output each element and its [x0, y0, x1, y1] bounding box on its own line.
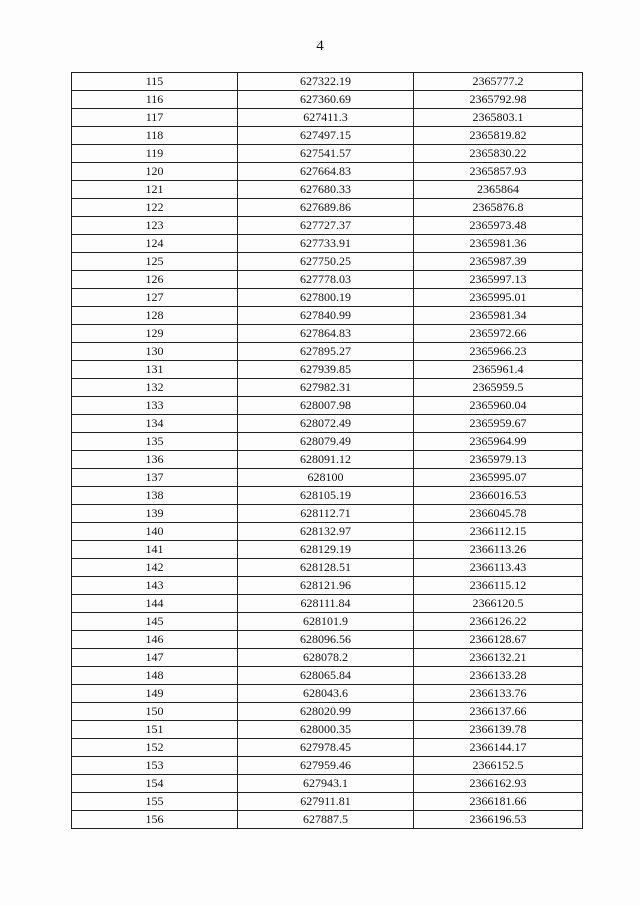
table-row [72, 613, 583, 631]
point-number-cell: 152 [72, 739, 238, 757]
point-number-cell: 134 [72, 415, 238, 433]
y-coordinate-cell: 2366144.17 [414, 739, 583, 757]
y-coordinate-cell: 2365959.5 [414, 379, 583, 397]
x-coordinate-cell: 628072.49 [238, 415, 414, 433]
point-number-cell: 144 [72, 595, 238, 613]
table-row [72, 289, 583, 307]
table-row [72, 181, 583, 199]
y-coordinate-cell: 2366113.26 [414, 541, 583, 559]
point-number-cell: 148 [72, 667, 238, 685]
table-row [72, 397, 583, 415]
x-coordinate-cell: 628007.98 [238, 397, 414, 415]
point-number-cell: 141 [72, 541, 238, 559]
table-row [72, 163, 583, 181]
x-coordinate-cell: 628129.19 [238, 541, 414, 559]
table-row [72, 235, 583, 253]
y-coordinate-cell: 2365964.99 [414, 433, 583, 451]
point-number-cell: 127 [72, 289, 238, 307]
table-row [72, 757, 583, 775]
y-coordinate-cell: 2365973.48 [414, 217, 583, 235]
y-coordinate-cell: 2365997.13 [414, 271, 583, 289]
point-number-cell: 146 [72, 631, 238, 649]
point-number-cell: 156 [72, 811, 238, 829]
y-coordinate-cell: 2365972.66 [414, 325, 583, 343]
point-number-cell: 135 [72, 433, 238, 451]
y-coordinate-cell: 2366139.78 [414, 721, 583, 739]
y-coordinate-cell: 2365959.67 [414, 415, 583, 433]
table-row [72, 433, 583, 451]
x-coordinate-cell: 627800.19 [238, 289, 414, 307]
y-coordinate-cell: 2365979.13 [414, 451, 583, 469]
table-row [72, 721, 583, 739]
point-number-cell: 130 [72, 343, 238, 361]
x-coordinate-cell: 627750.25 [238, 253, 414, 271]
table-row [72, 145, 583, 163]
point-number-cell: 147 [72, 649, 238, 667]
y-coordinate-cell: 2365981.34 [414, 307, 583, 325]
x-coordinate-cell: 628112.71 [238, 505, 414, 523]
x-coordinate-cell: 627497.15 [238, 127, 414, 145]
point-number-cell: 128 [72, 307, 238, 325]
y-coordinate-cell: 2365864 [414, 181, 583, 199]
y-coordinate-cell: 2366132.21 [414, 649, 583, 667]
x-coordinate-cell: 627733.91 [238, 235, 414, 253]
y-coordinate-cell: 2365830.22 [414, 145, 583, 163]
y-coordinate-cell: 2365966.23 [414, 343, 583, 361]
x-coordinate-cell: 627895.27 [238, 343, 414, 361]
y-coordinate-cell: 2366137.66 [414, 703, 583, 721]
table-row [72, 577, 583, 595]
point-number-cell: 129 [72, 325, 238, 343]
point-number-cell: 133 [72, 397, 238, 415]
x-coordinate-cell: 628121.96 [238, 577, 414, 595]
point-number-cell: 142 [72, 559, 238, 577]
y-coordinate-cell: 2366181.66 [414, 793, 583, 811]
y-coordinate-cell: 2366016.53 [414, 487, 583, 505]
point-number-cell: 136 [72, 451, 238, 469]
x-coordinate-cell: 628132.97 [238, 523, 414, 541]
coordinates-table-body [72, 73, 583, 829]
y-coordinate-cell: 2365876.8 [414, 199, 583, 217]
table-row [72, 523, 583, 541]
point-number-cell: 122 [72, 199, 238, 217]
table-row [72, 595, 583, 613]
x-coordinate-cell: 627959.46 [238, 757, 414, 775]
point-number-cell: 139 [72, 505, 238, 523]
table-row [72, 685, 583, 703]
table-row [72, 127, 583, 145]
y-coordinate-cell: 2365777.2 [414, 73, 583, 91]
table-row [72, 811, 583, 829]
x-coordinate-cell: 628043.6 [238, 685, 414, 703]
x-coordinate-cell: 628000.35 [238, 721, 414, 739]
x-coordinate-cell: 627360.69 [238, 91, 414, 109]
x-coordinate-cell: 627778.03 [238, 271, 414, 289]
point-number-cell: 115 [72, 73, 238, 91]
point-number-cell: 119 [72, 145, 238, 163]
y-coordinate-cell: 2365857.93 [414, 163, 583, 181]
point-number-cell: 121 [72, 181, 238, 199]
x-coordinate-cell: 627541.57 [238, 145, 414, 163]
y-coordinate-cell: 2365995.01 [414, 289, 583, 307]
table-row [72, 73, 583, 91]
table-row [72, 271, 583, 289]
table-row [72, 307, 583, 325]
table-row [72, 631, 583, 649]
point-number-cell: 137 [72, 469, 238, 487]
y-coordinate-cell: 2366126.22 [414, 613, 583, 631]
point-number-cell: 131 [72, 361, 238, 379]
point-number-cell: 138 [72, 487, 238, 505]
y-coordinate-cell: 2366115.12 [414, 577, 583, 595]
table-row [72, 739, 583, 757]
table-row [72, 775, 583, 793]
point-number-cell: 153 [72, 757, 238, 775]
x-coordinate-cell: 627864.83 [238, 325, 414, 343]
x-coordinate-cell: 627887.5 [238, 811, 414, 829]
y-coordinate-cell: 2366162.93 [414, 775, 583, 793]
point-number-cell: 143 [72, 577, 238, 595]
x-coordinate-cell: 627939.85 [238, 361, 414, 379]
x-coordinate-cell: 628101.9 [238, 613, 414, 631]
point-number-cell: 126 [72, 271, 238, 289]
table-row [72, 487, 583, 505]
x-coordinate-cell: 628078.2 [238, 649, 414, 667]
table-row [72, 217, 583, 235]
x-coordinate-cell: 628065.84 [238, 667, 414, 685]
y-coordinate-cell: 2366120.5 [414, 595, 583, 613]
point-number-cell: 150 [72, 703, 238, 721]
point-number-cell: 125 [72, 253, 238, 271]
y-coordinate-cell: 2365803.1 [414, 109, 583, 127]
x-coordinate-cell: 627727.37 [238, 217, 414, 235]
point-number-cell: 140 [72, 523, 238, 541]
x-coordinate-cell: 627680.33 [238, 181, 414, 199]
table-row [72, 415, 583, 433]
x-coordinate-cell: 628100 [238, 469, 414, 487]
x-coordinate-cell: 628079.49 [238, 433, 414, 451]
table-row [72, 109, 583, 127]
y-coordinate-cell: 2366113.43 [414, 559, 583, 577]
point-number-cell: 151 [72, 721, 238, 739]
table-row [72, 199, 583, 217]
table-row [72, 505, 583, 523]
y-coordinate-cell: 2366128.67 [414, 631, 583, 649]
y-coordinate-cell: 2365987.39 [414, 253, 583, 271]
x-coordinate-cell: 627322.19 [238, 73, 414, 91]
y-coordinate-cell: 2365819.82 [414, 127, 583, 145]
x-coordinate-cell: 628111.84 [238, 595, 414, 613]
point-number-cell: 123 [72, 217, 238, 235]
table-row [72, 451, 583, 469]
y-coordinate-cell: 2366045.78 [414, 505, 583, 523]
y-coordinate-cell: 2365792.98 [414, 91, 583, 109]
y-coordinate-cell: 2366133.76 [414, 685, 583, 703]
table-row [72, 325, 583, 343]
page-number: 4 [316, 38, 324, 54]
table-row [72, 793, 583, 811]
x-coordinate-cell: 627943.1 [238, 775, 414, 793]
y-coordinate-cell: 2366152.5 [414, 757, 583, 775]
y-coordinate-cell: 2365995.07 [414, 469, 583, 487]
y-coordinate-cell: 2365961.4 [414, 361, 583, 379]
point-number-cell: 154 [72, 775, 238, 793]
table-row [72, 469, 583, 487]
y-coordinate-cell: 2366196.53 [414, 811, 583, 829]
point-number-cell: 155 [72, 793, 238, 811]
x-coordinate-cell: 627689.86 [238, 199, 414, 217]
point-number-cell: 117 [72, 109, 238, 127]
table-row [72, 667, 583, 685]
point-number-cell: 149 [72, 685, 238, 703]
table-row [72, 361, 583, 379]
point-number-cell: 116 [72, 91, 238, 109]
x-coordinate-cell: 627978.45 [238, 739, 414, 757]
x-coordinate-cell: 627911.81 [238, 793, 414, 811]
x-coordinate-cell: 627411.3 [238, 109, 414, 127]
y-coordinate-cell: 2366133.28 [414, 667, 583, 685]
coordinates-table [71, 72, 583, 829]
point-number-cell: 118 [72, 127, 238, 145]
x-coordinate-cell: 628105.19 [238, 487, 414, 505]
y-coordinate-cell: 2365981.36 [414, 235, 583, 253]
table-row [72, 559, 583, 577]
x-coordinate-cell: 628128.51 [238, 559, 414, 577]
y-coordinate-cell: 2365960.04 [414, 397, 583, 415]
point-number-cell: 145 [72, 613, 238, 631]
table-row [72, 649, 583, 667]
x-coordinate-cell: 628091.12 [238, 451, 414, 469]
table-row [72, 91, 583, 109]
x-coordinate-cell: 628096.56 [238, 631, 414, 649]
table-row [72, 253, 583, 271]
x-coordinate-cell: 627840.99 [238, 307, 414, 325]
point-number-cell: 132 [72, 379, 238, 397]
table-row [72, 343, 583, 361]
x-coordinate-cell: 628020.99 [238, 703, 414, 721]
point-number-cell: 124 [72, 235, 238, 253]
x-coordinate-cell: 627982.31 [238, 379, 414, 397]
y-coordinate-cell: 2366112.15 [414, 523, 583, 541]
table-row [72, 379, 583, 397]
table-row [72, 703, 583, 721]
table-row [72, 541, 583, 559]
point-number-cell: 120 [72, 163, 238, 181]
x-coordinate-cell: 627664.83 [238, 163, 414, 181]
